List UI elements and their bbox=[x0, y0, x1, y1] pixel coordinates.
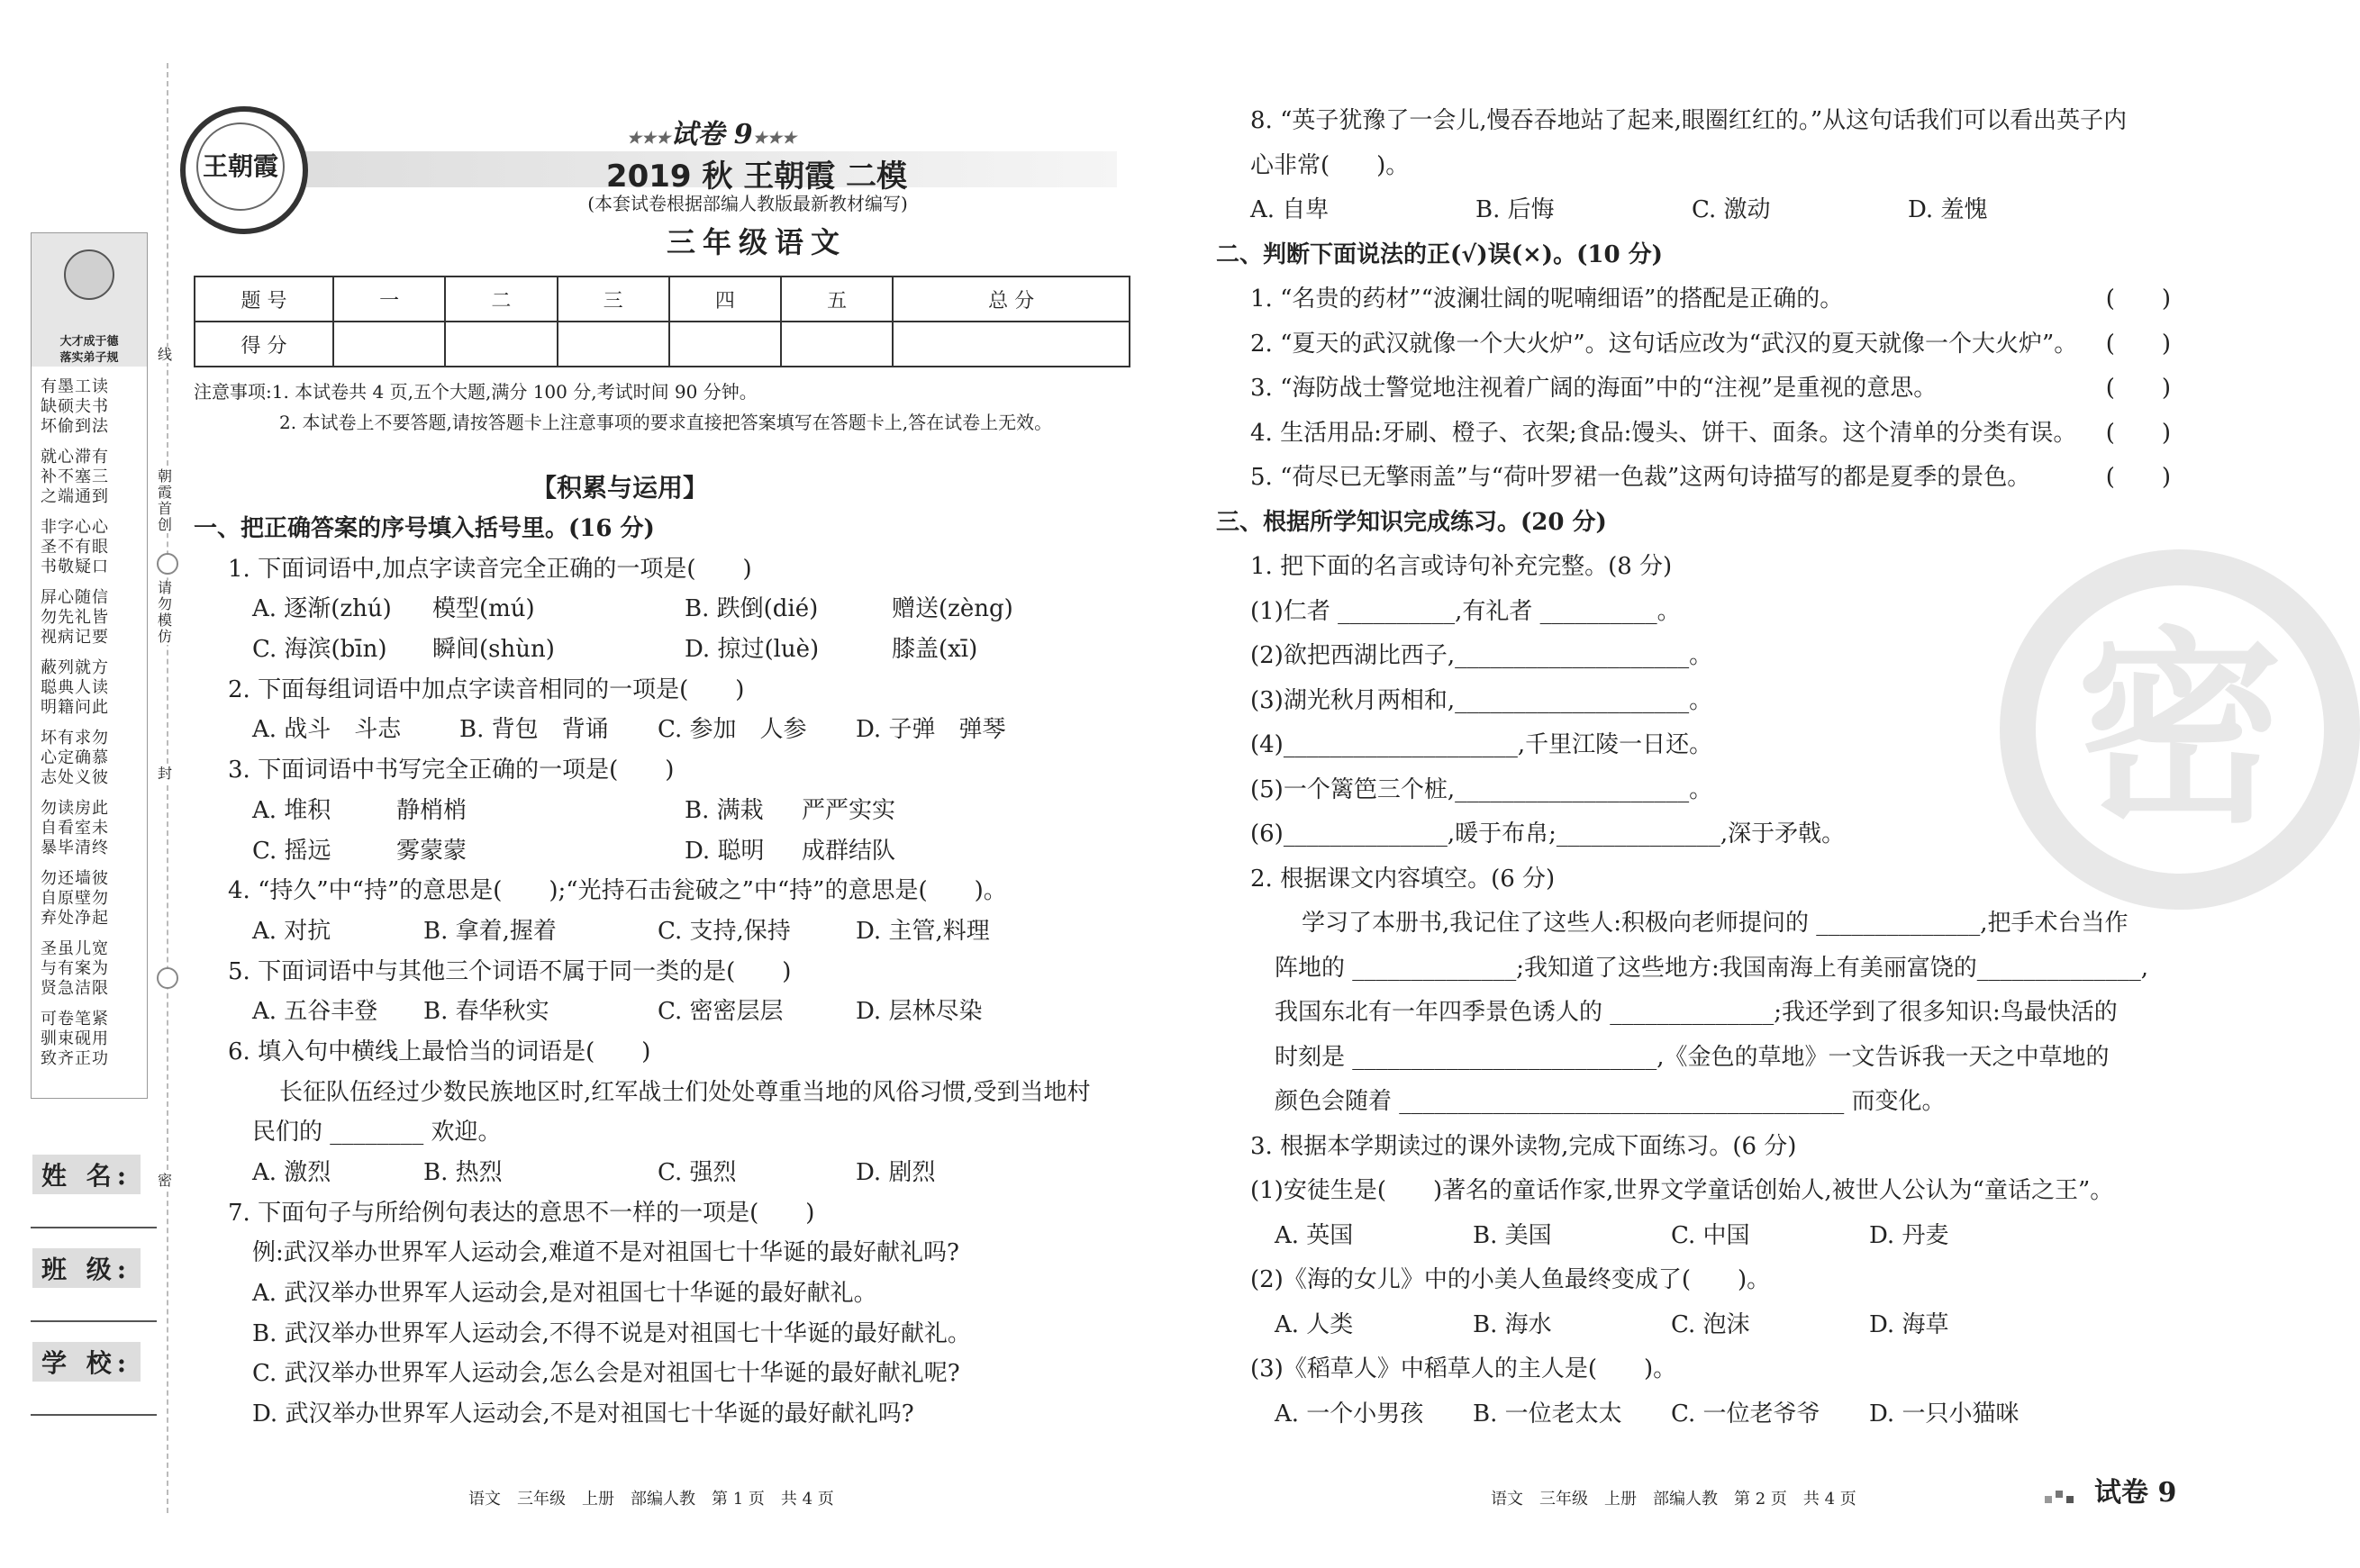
question-text: 2. 根据课文内容填空。(6 分) bbox=[1250, 865, 1556, 893]
motto-text bbox=[41, 377, 140, 1069]
question-text: (5)一个篱笆三个桩,____________________。 bbox=[1250, 775, 1713, 803]
exam-title: 2019 秋 王朝霞 二模 bbox=[605, 159, 908, 195]
question-text: (3)湖光秋月两相和,____________________。 bbox=[1250, 686, 1713, 714]
class-field[interactable] bbox=[31, 1320, 157, 1322]
question-text: 民们的 ________ 欢迎。 bbox=[252, 1119, 502, 1147]
motto-line: 圣虽儿宽 bbox=[41, 939, 109, 958]
question-line bbox=[194, 589, 1139, 630]
question-line bbox=[1216, 545, 2171, 590]
answer-option: D. 主管,料理 bbox=[856, 917, 990, 945]
motto-line: 自原壁勿 bbox=[41, 889, 109, 908]
question-section-title bbox=[1216, 233, 2171, 278]
question-line bbox=[1216, 322, 2171, 367]
binding-fold-line bbox=[167, 63, 168, 1513]
answer-option: 严严实实 bbox=[802, 796, 896, 824]
question-text: 3. 下面词语中书写完全正确的一项是( ) bbox=[228, 757, 675, 784]
page-footer-left: 语文 三年级 上册 部编人教 第 1 页 共 4 页 bbox=[468, 1490, 834, 1509]
question-line bbox=[194, 630, 1139, 670]
question-text: B. 武汉举办世界军人运动会,不得不说是对祖国七十华诞的最好献礼。 bbox=[252, 1319, 971, 1347]
exam-series: ★★★试卷 9★★★ bbox=[626, 119, 797, 150]
answer-option: A. 人类 bbox=[1275, 1310, 1354, 1338]
page-footer-right: 语文 三年级 上册 部编人教 第 2 页 共 4 页 bbox=[1491, 1490, 1856, 1509]
answer-option: 膝盖(xī) bbox=[892, 636, 978, 664]
left-question-column bbox=[194, 509, 1139, 1435]
question-text: 2. “夏天的武汉就像一个大火炉”。这句话应改为“武汉的夏天就像一个大火炉”。 bbox=[1250, 330, 2078, 358]
question-line bbox=[194, 1273, 1139, 1314]
question-text: 阵地的 ______________;我知道了这些地方:我国南海上有美丽富饶的______________, bbox=[1275, 954, 2149, 982]
motto-spacer bbox=[41, 858, 140, 869]
binding-label-warning: 请勿模仿 bbox=[153, 580, 177, 645]
question-line bbox=[1216, 1125, 2171, 1170]
seal-text: 王朝霞 bbox=[196, 122, 285, 211]
answer-option: B. 跌倒(dié) bbox=[685, 595, 819, 623]
motto-line: 勿先礼皆 bbox=[41, 608, 109, 627]
judgement-bracket[interactable]: ( ) bbox=[2105, 330, 2171, 358]
question-line bbox=[194, 1314, 1139, 1355]
secret-watermark: 密 bbox=[2000, 549, 2360, 910]
question-text: (1)仁者 __________,有礼者 __________。 bbox=[1250, 597, 1681, 625]
answer-option: A. 战斗 斗志 bbox=[252, 716, 402, 744]
answer-option: A. 逐渐(zhú) bbox=[252, 595, 392, 623]
question-text: 5. 下面词语中与其他三个词语不属于同一类的是( ) bbox=[228, 957, 792, 985]
question-line bbox=[194, 1112, 1139, 1153]
question-text: 3. 根据本学期读过的课外读物,完成下面练习。(6 分) bbox=[1250, 1132, 1797, 1160]
question-line bbox=[194, 871, 1139, 911]
question-line bbox=[194, 911, 1139, 952]
question-line bbox=[194, 791, 1139, 831]
answer-option: D. 掠过(luè) bbox=[685, 636, 820, 664]
motto-line: 勿还墙彼 bbox=[41, 869, 109, 888]
motto-line: 心定确慕 bbox=[41, 748, 109, 767]
binding-label-secret: 密 bbox=[153, 1173, 177, 1189]
question-section-title bbox=[194, 509, 1139, 549]
answer-option: C. 支持,保持 bbox=[658, 917, 791, 945]
question-text: C. 武汉举办世界军人运动会,怎么会是对祖国七十华诞的最好献礼呢? bbox=[252, 1360, 960, 1388]
motto-line: 志处义彼 bbox=[41, 768, 109, 787]
motto-line: 坏偷到法 bbox=[41, 417, 109, 436]
question-text: 3. “海防战士警觉地注视着广阔的海面”中的“注视”是重视的意思。 bbox=[1250, 375, 1938, 402]
dots-icon bbox=[2045, 1487, 2081, 1505]
answer-option: 成群结队 bbox=[802, 837, 896, 865]
question-line bbox=[1216, 412, 2171, 457]
question-text: (2)《海的女儿》中的小美人鱼最终变成了( )。 bbox=[1250, 1266, 1771, 1293]
answer-option: A. 一个小男孩 bbox=[1275, 1400, 1424, 1428]
score-table-header-row: 题 号 一 二 三 四 五 总 分 bbox=[195, 276, 1130, 322]
motto-spacer bbox=[41, 999, 140, 1010]
motto-line: 之端通到 bbox=[41, 487, 109, 506]
exam-notice: 注意事项:1. 本试卷共 4 页,五个大题,满分 100 分,考试时间 90 分钟。 2. 本试卷上不要答题,请按答题卡上注意事项的要求直接把答案填写在答题卡上,答在试卷上无效。 bbox=[194, 381, 1053, 433]
question-line bbox=[194, 1354, 1139, 1394]
answer-option: D. 丹麦 bbox=[1869, 1221, 1949, 1249]
score-cell[interactable] bbox=[333, 322, 445, 367]
answer-option: B. 海水 bbox=[1473, 1310, 1552, 1338]
answer-option: D. 聪明 bbox=[685, 837, 765, 865]
question-line bbox=[1216, 1303, 2171, 1348]
question-text: A. 武汉举办世界军人运动会,是对祖国七十华诞的最好献礼。 bbox=[252, 1280, 877, 1308]
question-text: 学习了本册书,我记住了这些人:积极向老师提问的 ______________,把手术台当作 bbox=[1302, 910, 2129, 937]
motto-line: 缺硕夫书 bbox=[41, 397, 109, 416]
question-text: D. 武汉举办世界军人运动会,不是对祖国七十华诞的最好献礼吗? bbox=[252, 1400, 914, 1428]
binding-label-brand: 朝霞首创 bbox=[153, 468, 177, 533]
subject-grade-title: 三年级语文 bbox=[666, 225, 847, 259]
binding-sidebar bbox=[0, 0, 171, 1568]
motto-spacer bbox=[41, 929, 140, 939]
score-cell[interactable] bbox=[781, 322, 893, 367]
answer-option: A. 五谷丰登 bbox=[252, 998, 378, 1026]
score-table bbox=[194, 276, 1130, 367]
answer-option: C. 强烈 bbox=[658, 1159, 737, 1186]
answer-option: B. 美国 bbox=[1473, 1221, 1552, 1249]
answer-option: 静梢梢 bbox=[396, 796, 467, 824]
answer-option: 雾蒙蒙 bbox=[396, 837, 467, 865]
motto-line: 视病记要 bbox=[41, 628, 109, 647]
binding-hole-icon bbox=[157, 967, 178, 989]
school-label: 学 校: bbox=[32, 1342, 141, 1382]
motto-line: 坏有求勿 bbox=[41, 729, 109, 748]
school-field[interactable] bbox=[31, 1414, 157, 1416]
question-line bbox=[194, 1073, 1139, 1113]
motto-line: 弃处净起 bbox=[41, 909, 109, 928]
question-line bbox=[194, 1153, 1139, 1193]
question-line bbox=[194, 831, 1139, 872]
judgement-bracket[interactable]: ( ) bbox=[2105, 419, 2171, 447]
score-cell[interactable] bbox=[445, 322, 557, 367]
motto-spacer bbox=[41, 788, 140, 799]
motto-line: 有墨工读 bbox=[41, 377, 109, 396]
question-text: 1. 下面词语中,加点字读音完全正确的一项是( ) bbox=[228, 555, 752, 583]
name-label: 姓 名: bbox=[32, 1155, 141, 1194]
question-text: 颜色会随着 ______________________________________ 而变化。 bbox=[1275, 1088, 1946, 1115]
question-text: 4. “持久”中“持”的意思是( );“光持石击瓮破之”中“持”的意思是( )。 bbox=[228, 877, 1007, 905]
answer-option: D. 层林尽染 bbox=[856, 998, 983, 1026]
question-line bbox=[1216, 1258, 2171, 1303]
answer-option: 赠送(zèng) bbox=[892, 595, 1013, 623]
motto-caption: 大才成于德 落实弟子规 bbox=[59, 335, 119, 365]
question-text: 1. 把下面的名言或诗句补充完整。(8 分) bbox=[1250, 553, 1673, 580]
star-icon: ★★★ bbox=[626, 129, 671, 148]
motto-line: 屏心随信 bbox=[41, 588, 109, 607]
question-text: 长征队伍经过少数民族地区时,红军战士们处处尊重当地的风俗习惯,受到当地村 bbox=[279, 1078, 1091, 1106]
question-text: 一、把正确答案的序号填入括号里。(16 分) bbox=[194, 515, 655, 542]
motto-line: 就心滞有 bbox=[41, 448, 109, 467]
motto-line: 蔽列就方 bbox=[41, 658, 109, 677]
question-line bbox=[1216, 1080, 2171, 1125]
motto-spacer bbox=[41, 577, 140, 588]
question-line bbox=[1216, 99, 2171, 144]
answer-option: B. 背包 背诵 bbox=[459, 716, 609, 744]
question-line bbox=[194, 549, 1139, 590]
answer-option: B. 热烈 bbox=[423, 1159, 503, 1186]
answer-option: C. 海滨(bīn) bbox=[252, 636, 387, 664]
question-line bbox=[194, 1233, 1139, 1273]
question-text: 我国东北有一年四季景色诱人的 ______________;我还学到了很多知识:鸟最快活的 bbox=[1275, 999, 2118, 1026]
question-text: 时刻是 __________________________,《金色的草地》一文告诉我一天之中草地的 bbox=[1275, 1043, 2110, 1071]
motto-line: 与有案为 bbox=[41, 959, 109, 978]
answer-option: A. 激烈 bbox=[252, 1159, 331, 1186]
question-line bbox=[1216, 947, 2171, 992]
question-text: 1. “名贵的药材”“波澜壮阔的呢喃细语”的搭配是正确的。 bbox=[1250, 286, 1844, 313]
answer-option: B. 满栽 bbox=[685, 796, 764, 824]
judgement-bracket[interactable]: ( ) bbox=[2105, 375, 2171, 402]
motto-panel bbox=[31, 232, 148, 1099]
motto-line: 致齐正功 bbox=[41, 1049, 109, 1068]
score-table-score-row: 得 分 bbox=[195, 322, 1130, 367]
motto-spacer bbox=[41, 437, 140, 448]
answer-option: C. 摇远 bbox=[252, 837, 331, 865]
answer-option: D. 海草 bbox=[1869, 1310, 1949, 1338]
question-text: 6. 填入句中横线上最恰当的词语是( ) bbox=[228, 1038, 651, 1065]
answer-option: B. 后悔 bbox=[1475, 196, 1555, 223]
name-field[interactable] bbox=[31, 1227, 157, 1228]
brand-seal-logo bbox=[180, 106, 308, 234]
answer-option: C. 参加 人参 bbox=[658, 716, 807, 744]
answer-option: B. 春华秋实 bbox=[423, 998, 549, 1026]
question-line bbox=[1216, 188, 2171, 233]
score-cell[interactable] bbox=[669, 322, 781, 367]
question-text: 心非常( )。 bbox=[1250, 151, 1410, 179]
motto-spacer bbox=[41, 718, 140, 729]
answer-option: C. 中国 bbox=[1671, 1221, 1750, 1249]
question-line bbox=[194, 1394, 1139, 1435]
score-cell[interactable] bbox=[558, 322, 669, 367]
question-line bbox=[1216, 1392, 2171, 1437]
motto-spacer bbox=[41, 648, 140, 658]
question-line bbox=[194, 710, 1139, 750]
answer-option: C. 激动 bbox=[1692, 196, 1771, 223]
motto-line: 非字心心 bbox=[41, 518, 109, 537]
section-heading: 【积累与运用】 bbox=[531, 473, 709, 503]
question-text: 8. “英子犹豫了一会儿,慢吞吞地站了起来,眼圈红红的。”从这句话我们可以看出英子内 bbox=[1250, 107, 2128, 134]
question-line bbox=[1216, 1036, 2171, 1081]
question-line bbox=[1216, 1214, 2171, 1259]
motto-line: 圣不有眼 bbox=[41, 538, 109, 557]
answer-option: A. 堆积 bbox=[252, 796, 331, 824]
question-line bbox=[1216, 590, 2171, 635]
question-line bbox=[194, 992, 1139, 1032]
answer-option: C. 密密层层 bbox=[658, 998, 784, 1026]
answer-option: B. 拿着,握着 bbox=[423, 917, 557, 945]
motto-line: 可卷笔紧 bbox=[41, 1010, 109, 1029]
question-line bbox=[1216, 456, 2171, 501]
motto-line: 贤急洁限 bbox=[41, 979, 109, 998]
motto-line: 补不塞三 bbox=[41, 467, 109, 486]
question-text: (6)______________,暖于布帛;______________,深于矛戟。 bbox=[1250, 820, 1846, 847]
answer-option: A. 对抗 bbox=[252, 917, 331, 945]
answer-option: D. 羞愧 bbox=[1908, 196, 1988, 223]
question-line bbox=[1216, 991, 2171, 1036]
answer-option: 瞬间(shùn) bbox=[432, 636, 555, 664]
question-text: 例:武汉举办世界军人运动会,难道不是对祖国七十华诞的最好献礼吗? bbox=[252, 1239, 959, 1267]
motto-spacer bbox=[41, 507, 140, 518]
question-line bbox=[1216, 1347, 2171, 1392]
binding-label-line: 线 bbox=[153, 347, 177, 363]
question-text: (3)《稻草人》中稻草人的主人是( )。 bbox=[1250, 1355, 1677, 1382]
question-line bbox=[1216, 367, 2171, 412]
answer-option: D. 一只小猫咪 bbox=[1869, 1400, 2020, 1428]
motto-line: 聪典人读 bbox=[41, 678, 109, 697]
answer-option: C. 泡沫 bbox=[1671, 1310, 1750, 1338]
answer-option: 模型(mú) bbox=[432, 595, 535, 623]
answer-option: B. 一位老太太 bbox=[1473, 1400, 1622, 1428]
answer-option: C. 一位老爷爷 bbox=[1671, 1400, 1820, 1428]
question-line bbox=[1216, 902, 2171, 947]
motto-line: 驯束砚用 bbox=[41, 1029, 109, 1048]
scholar-icon bbox=[64, 249, 114, 300]
question-text: 5. “荷尽已无擎雨盖”与“荷叶罗裙一色裁”这两句诗描写的都是夏季的景色。 bbox=[1250, 464, 2031, 491]
badge-dots-icon bbox=[2045, 1484, 2081, 1502]
question-line bbox=[194, 670, 1139, 711]
question-line bbox=[194, 952, 1139, 992]
question-text: (2)欲把西湖比西子,____________________。 bbox=[1250, 642, 1713, 669]
question-line bbox=[194, 1032, 1139, 1073]
question-text: (4)____________________,千里江陵一日还。 bbox=[1250, 731, 1713, 758]
answer-option: D. 子弹 弹琴 bbox=[856, 716, 1006, 744]
question-line bbox=[1216, 857, 2171, 902]
question-line bbox=[1216, 277, 2171, 322]
motto-line: 明籍问此 bbox=[41, 698, 109, 717]
binding-hole-icon bbox=[157, 553, 178, 575]
question-line bbox=[194, 1193, 1139, 1234]
question-text: (1)安徒生是( )著名的童话作家,世界文学童话创始人,被世人公认为“童话之王”。 bbox=[1250, 1177, 2114, 1204]
score-cell[interactable] bbox=[893, 322, 1130, 367]
question-line bbox=[1216, 144, 2171, 189]
motto-line: 暴毕清终 bbox=[41, 838, 109, 857]
question-line bbox=[1216, 1169, 2171, 1214]
judgement-bracket[interactable]: ( ) bbox=[2105, 464, 2171, 491]
question-text: 二、判断下面说法的正(√)误(×)。(10 分) bbox=[1216, 240, 1663, 268]
question-text: 4. 生活用品:牙刷、橙子、衣架;食品:馒头、饼干、面条。这个清单的分类有误。 bbox=[1250, 419, 2077, 447]
answer-option: D. 剧烈 bbox=[856, 1159, 936, 1186]
question-text: 2. 下面每组词语中加点字读音相同的一项是( ) bbox=[228, 675, 745, 703]
question-line bbox=[194, 750, 1139, 791]
motto-line: 勿读房此 bbox=[41, 799, 109, 818]
exam-number-badge: 试卷 9 bbox=[2094, 1477, 2177, 1509]
star-icon: ★★★ bbox=[752, 129, 797, 148]
motto-line: 书敬疑口 bbox=[41, 557, 109, 576]
motto-illustration bbox=[32, 233, 147, 367]
answer-option: A. 英国 bbox=[1275, 1221, 1354, 1249]
class-label: 班 级: bbox=[32, 1248, 141, 1288]
answer-option: A. 自卑 bbox=[1250, 196, 1330, 223]
question-text: 7. 下面句子与所给例句表达的意思不一样的一项是( ) bbox=[228, 1199, 815, 1227]
question-text: 三、根据所学知识完成练习。(20 分) bbox=[1216, 508, 1607, 536]
exam-subtitle: (本套试卷根据部编人教版最新教材编写) bbox=[587, 193, 908, 214]
motto-line: 自看室未 bbox=[41, 819, 109, 838]
binding-label-seal: 封 bbox=[153, 766, 177, 782]
question-section-title bbox=[1216, 501, 2171, 546]
judgement-bracket[interactable]: ( ) bbox=[2105, 286, 2171, 313]
